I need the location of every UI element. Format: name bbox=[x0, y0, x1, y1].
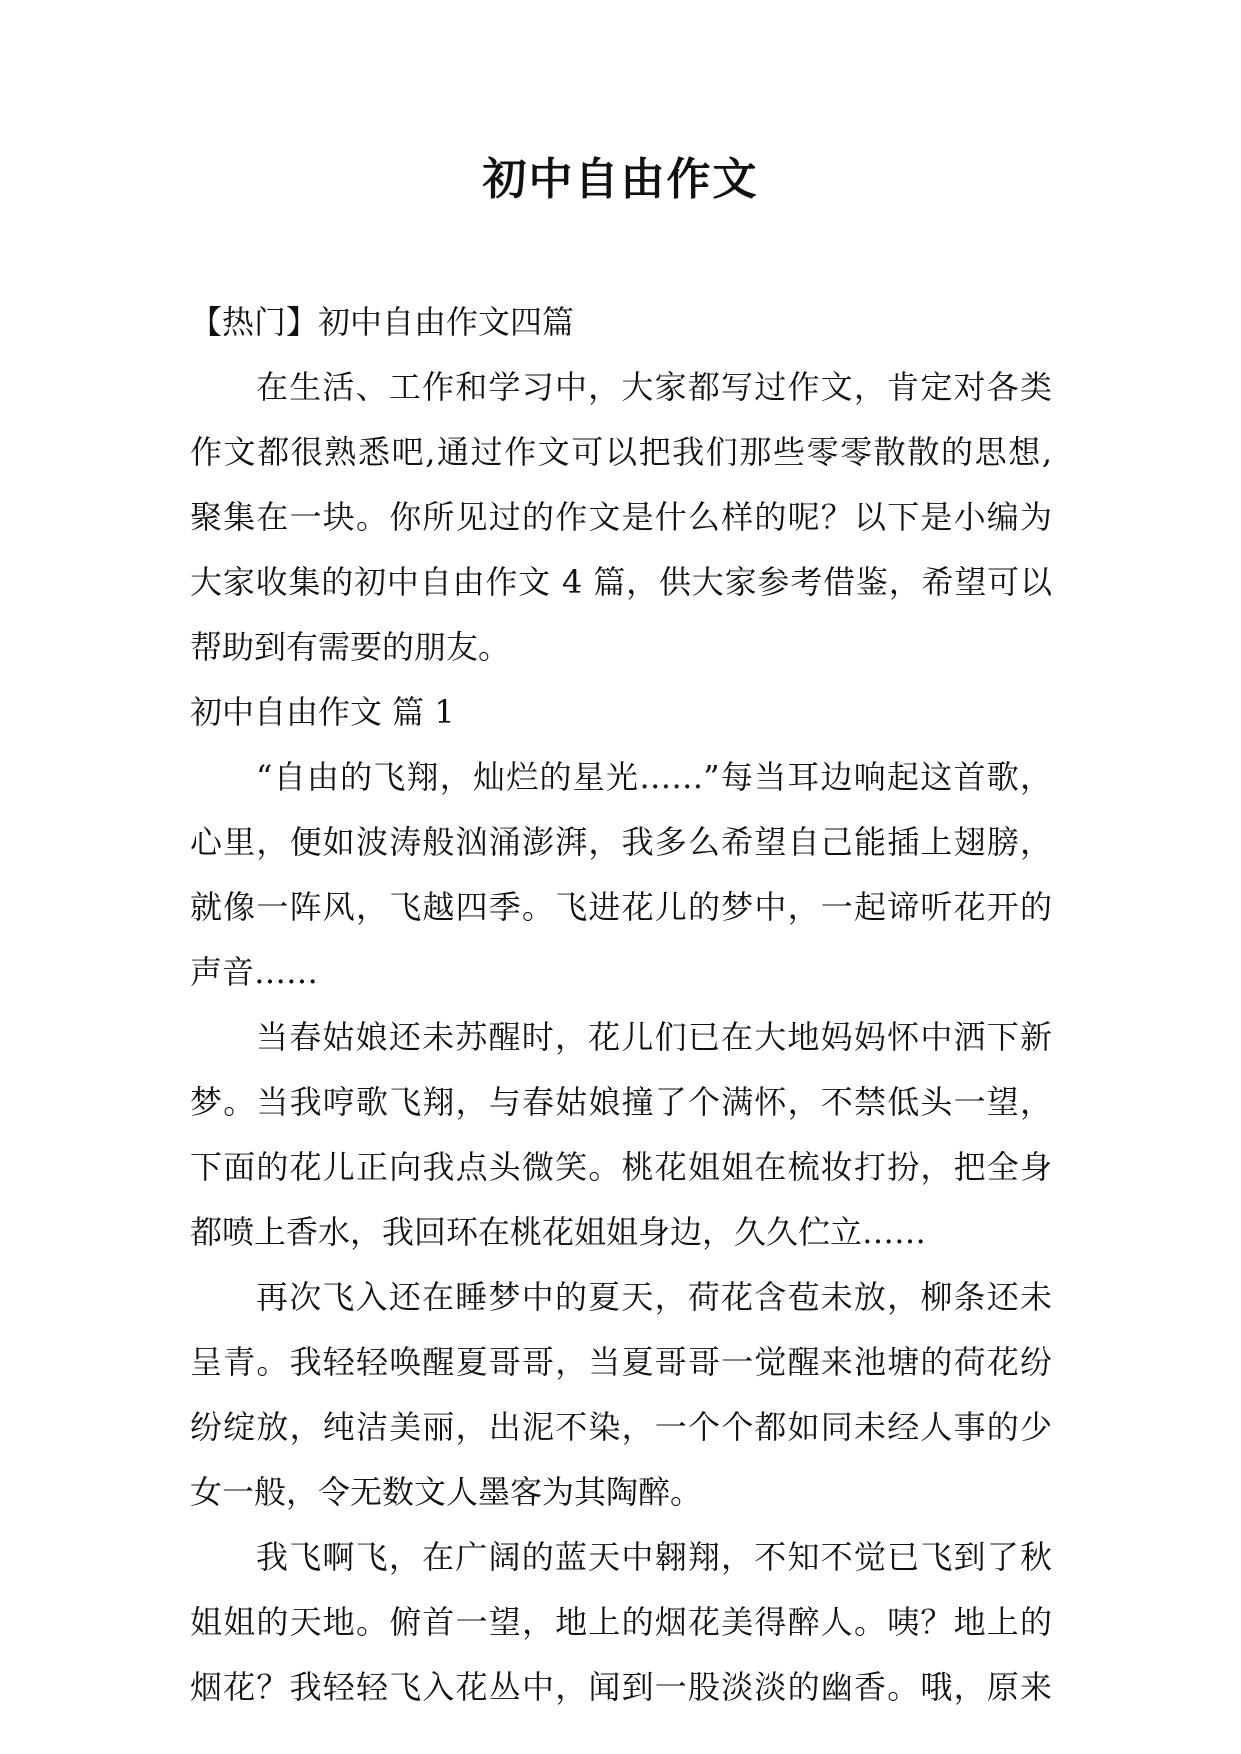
document-title: 初中自由作文 bbox=[482, 154, 759, 205]
text-line: 下面的花儿正向我点头微笑。桃花姐姐在梳妆打扮，把全身 bbox=[190, 1148, 1052, 1186]
text-line: “自由的飞翔，灿烂的星光……”每当耳边响起这首歌， bbox=[256, 758, 1052, 796]
text-line: 心里，便如波涛般汹涌澎湃，我多么希望自己能插上翅膀， bbox=[190, 823, 1052, 861]
text-line: 我飞啊飞，在广阔的蓝天中翱翔，不知不觉已飞到了秋 bbox=[256, 1538, 1052, 1576]
text-line: 呈青。我轻轻唤醒夏哥哥，当夏哥哥一觉醒来池塘的荷花纷 bbox=[190, 1343, 1052, 1381]
text-line: 都喷上香水，我回环在桃花姐姐身边，久久伫立…… bbox=[190, 1213, 927, 1251]
text-line: 再次飞入还在睡梦中的夏天，荷花含苞未放，柳条还未 bbox=[256, 1278, 1052, 1316]
text-line: 帮助到有需要的朋友。 bbox=[190, 628, 511, 666]
text-line: 姐姐的天地。俯首一望，地上的烟花美得醉人。咦？地上的 bbox=[190, 1603, 1052, 1641]
text-line: 当春姑娘还未苏醒时，花儿们已在大地妈妈怀中洒下新 bbox=[256, 1018, 1052, 1056]
text-line: 烟花？我轻轻飞入花丛中，闻到一股淡淡的幽香。哦，原来 bbox=[190, 1668, 1052, 1706]
document-body bbox=[190, 290, 1052, 1720]
text-line: 【热门】初中自由作文四篇 bbox=[190, 303, 575, 341]
text-line: 聚集在一块。你所见过的作文是什么样的呢？以下是小编为 bbox=[190, 498, 1052, 536]
text-line: 声音…… bbox=[190, 953, 319, 991]
text-line: 梦。当我哼歌飞翔，与春姑娘撞了个满怀，不禁低头一望， bbox=[190, 1083, 1052, 1121]
text-line: 纷绽放，纯洁美丽，出泥不染，一个个都如同未经人事的少 bbox=[190, 1408, 1052, 1446]
text-line: 作文都很熟悉吧,通过作文可以把我们那些零零散散的思想, bbox=[190, 433, 1052, 471]
text-line: 女一般，令无数文人墨客为其陶醉。 bbox=[190, 1473, 703, 1511]
text-line: 大家收集的初中自由作文 4 篇，供大家参考借鉴，希望可以 bbox=[190, 563, 1052, 601]
text-line: 在生活、工作和学习中，大家都写过作文，肯定对各类 bbox=[256, 368, 1052, 406]
text-line: 就像一阵风，飞越四季。飞进花儿的梦中，一起谛听花开的 bbox=[190, 888, 1052, 926]
text-line: 初中自由作文 篇 1 bbox=[190, 693, 455, 731]
